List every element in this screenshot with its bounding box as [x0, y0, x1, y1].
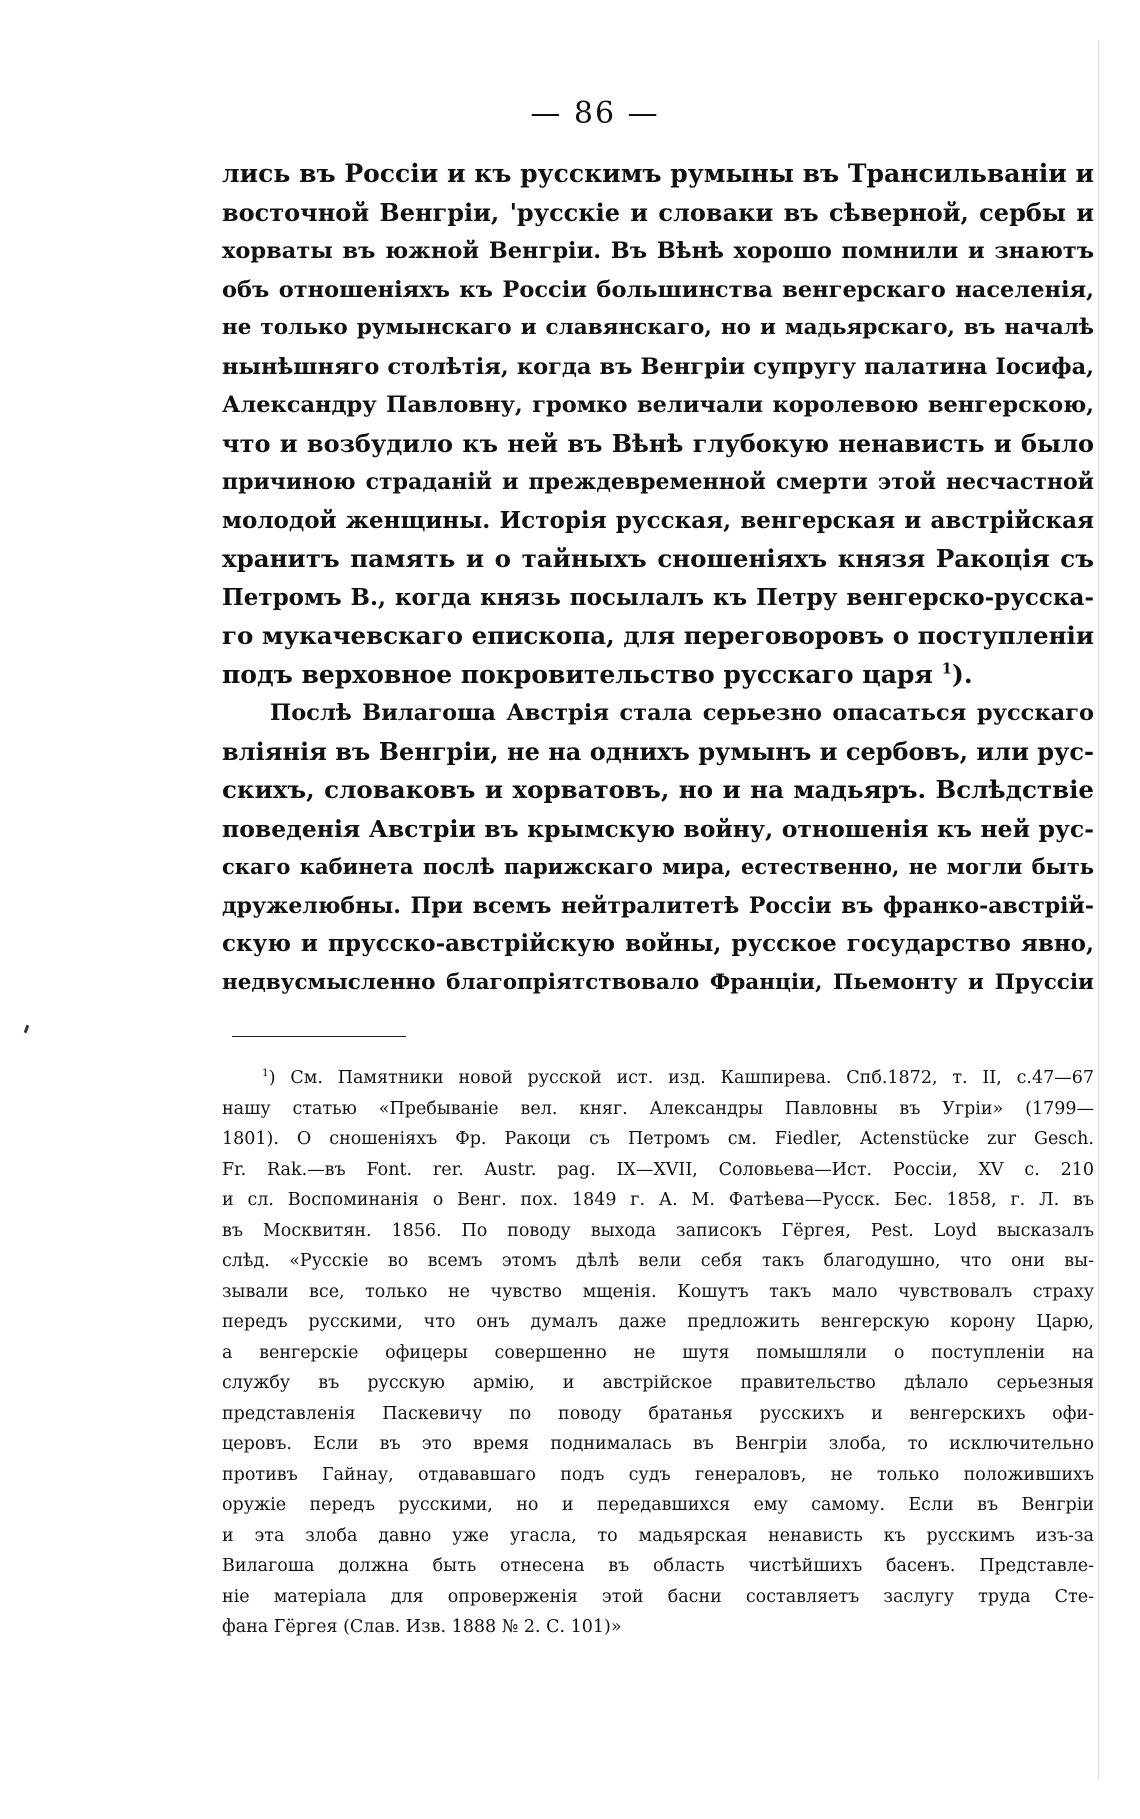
footnote-line: слѣд. «Русскіе во всемъ этомъ дѣлѣ вели себя такъ благодушно, что они вы- [222, 1251, 1094, 1271]
text-line: нынѣшняго столѣтія, когда въ Венгріи супругу палатина Іосифа, [222, 353, 1094, 380]
footnote-divider [232, 1036, 406, 1037]
scan-edge-line [1098, 40, 1099, 1780]
text-line: хранитъ память и о тайныхъ сношеніяхъ князя Ракоція съ [222, 544, 1094, 573]
text-line: молодой женщины. Исторія русская, венгерская и австрійская [222, 506, 1094, 534]
text-line: восточной Венгріи, 'русскіе и словаки въ сѣверной, сербы и [222, 197, 1094, 227]
footnote-line: и сл. Воспоминанія о Венг. пох. 1849 г. А. М. Фатѣева—Русск. Бес. 1858, г. Л. въ [222, 1190, 1094, 1210]
footnote-reference[interactable]: 1 [941, 659, 953, 678]
text-line: хорваты въ южной Венгріи. Въ Вѣнѣ хорошо помнили и знаютъ [222, 238, 1094, 264]
text-line: объ отношеніяхъ къ Россіи большинства венгерскаго населенія, [222, 276, 1094, 303]
main-text [222, 155, 1094, 1002]
footnote-line: и эта злоба давно уже угасла, то мадьярская ненависть къ русскимъ изъ-за [222, 1525, 1094, 1546]
footnote-line: 1801). О сношеніяхъ Фр. Ракоци съ Петромъ см. Fiedler, Actenstücke zur Gesch. [222, 1129, 1094, 1149]
footnote-line: представленія Паскевичу по поводу братанья русскихъ и венгерскихъ офи- [222, 1403, 1094, 1424]
footnote-line: нашу статью «Пребываніе вел. княг. Александры Павловны въ Угріи» (1799— [222, 1098, 1094, 1119]
text-line: недвусмысленно благопріятствовало Франціи, Пьемонту и Пруссіи [222, 969, 1094, 995]
footnote-line: передъ русскими, что онъ думалъ даже предложить венгерскую корону Царю, [222, 1312, 1094, 1332]
footnote-line: ніе матеріала для опроверженія этой басни составляетъ заслугу труда Сте- [222, 1586, 1094, 1607]
footnote-line: противъ Гайнау, отдававшаго подъ судъ генераловъ, не только положившихъ [222, 1464, 1094, 1485]
footnote-line: а венгерскіе офицеры совершенно не шутя помышляли о поступленіи на [222, 1342, 1094, 1363]
text-line: причиною страданій и преждевременной смерти этой несчастной [222, 469, 1094, 495]
text-line: скаго кабинета послѣ парижскаго мира, естественно, не могли быть [222, 854, 1094, 879]
footnote-line: оружіе передъ русскими, но и передавшихся ему самому. Если въ Венгріи [222, 1495, 1094, 1515]
text-line: лись въ Россіи и къ русскимъ румыны въ Трансильваніи и [222, 159, 1094, 188]
footnote-line: въ Москвитян. 1856. По поводу выхода записокъ Гёргея, Pest. Loyd высказалъ [222, 1220, 1094, 1241]
text-line: Петромъ В., когда князь посылалъ къ Петру венгерско-русска- [222, 583, 1094, 611]
footnote-first-line [222, 1063, 1094, 1094]
scan-speck [24, 1025, 30, 1034]
footnote-line: зывали все, только не чувство мщенія. Кошутъ такъ мало чувствовалъ страху [222, 1281, 1094, 1302]
footnote-marker: 1 [262, 1067, 269, 1080]
footnote-line-content: ) См. Памятники новой русской ист. изд. Кашпирева. Спб.1872, т. II, с.47—67 [268, 1068, 1094, 1088]
footnote-line: фана Гёргея (Слав. Изв. 1888 № 2. С. 101)» [222, 1617, 622, 1637]
text-line-content: подъ верховное покровительство русскаго царя [222, 659, 933, 689]
text-line: скихъ, словаковъ и хорватовъ, но и на мадьяръ. Вслѣдствіе [222, 775, 1094, 804]
text-line: дружелюбны. При всемъ нейтралитетѣ Россіи въ франко-австрій- [222, 892, 1094, 919]
footnote-block [222, 1063, 1094, 1643]
text-line: поведенія Австріи въ крымскую войну, отношенія къ ней рус- [222, 814, 1094, 843]
text-line: вліянія въ Венгріи, не на однихъ румынъ и сербовъ, или рус- [222, 736, 1094, 766]
page-number: — 86 — [530, 96, 660, 131]
text-line: скую и прусско-австрійскую войны, русское государство явно, [222, 930, 1094, 957]
text-line: Александру Павловну, громко величали королевою венгерскою, [222, 392, 1094, 418]
footnote-ref-close: ). [952, 659, 973, 689]
footnote-line: Вилагоша должна быть отнесена въ область чистѣйшихъ басенъ. Представле- [222, 1556, 1094, 1576]
text-line: го мукачевскаго епископа, для переговоровъ о поступленіи [222, 621, 1094, 650]
footnote-line: церовъ. Если въ это время поднималась въ Венгріи злоба, то исключительно [222, 1434, 1094, 1454]
text-line: что и возбудило къ ней въ Вѣнѣ глубокую ненависть и было [222, 428, 1094, 458]
text-line: не только румынскаго и славянскаго, но и мадьярскаго, въ началѣ [222, 315, 1094, 340]
text-line-with-footnote-ref [222, 656, 1094, 695]
footnote-line: службу въ русскую армію, и австрійское правительство дѣлало серьезныя [222, 1373, 1094, 1393]
paragraph-start-line: Послѣ Вилагоша Австрія стала серьезно опасаться русскаго [270, 700, 1094, 726]
footnote-line: Fr. Rak.—въ Font. rer. Austr. pag. IX—XVII, Соловьева—Ист. Россіи, XV с. 210 [222, 1159, 1094, 1180]
